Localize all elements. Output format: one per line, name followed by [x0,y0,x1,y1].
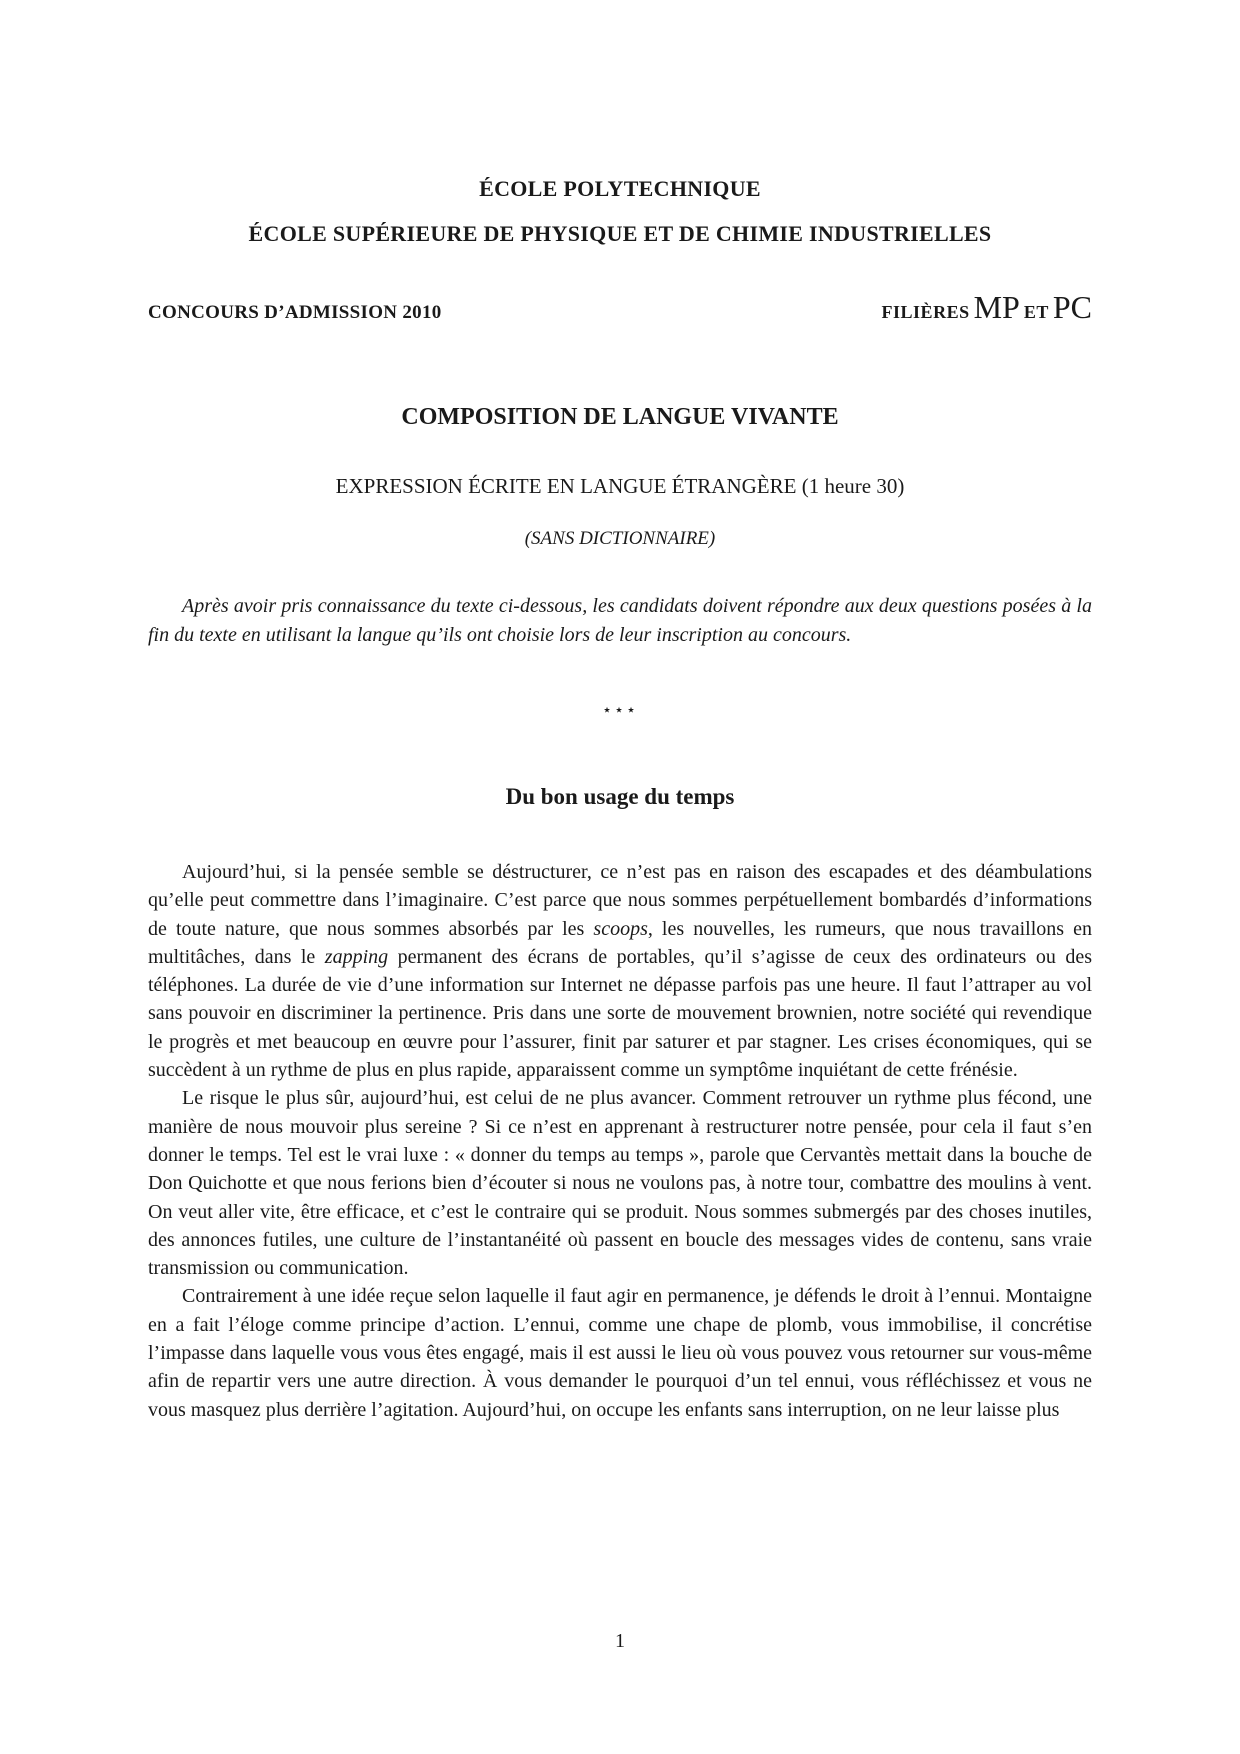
section-separator: ⋆⋆⋆ [601,702,639,719]
text-body [148,858,1092,1424]
filieres-word: FILIÈRES [881,302,970,322]
no-dictionary-note: (SANS DICTIONNAIRE) [524,528,716,549]
page-number: 1 [615,1630,625,1652]
paragraph-1 [148,858,1092,1084]
paragraph-1-part-b: , les nouvelles, les rumeurs, que nous travaillons en multitâches, dans le [148,917,1092,968]
paragraph-1-part-c: permanent des écrans de portables, qu’il s’agisse de ceux des ordinateurs ou des téléphones. La durée de vie d’une information sur Internet ne dépasse parfois pas une heure. Il faut l’attraper au vol sans pouvoir en discriminer la pertinence. Pris dans une sorte de mouvement brownien, notre société qui revendique le progrès et met beaucoup en œuvre pour l’assurer, finit par saturer et par stagner. Les crises économiques, qui se succèdent à un rythme de plus en plus rapide, apparaissent comme un symptôme inquiétant de cette frénésie. [148,945,1092,1082]
word-scoops: scoops [593,917,648,940]
filiere-pc: PC [1052,289,1092,325]
filieres-et: ET [1023,302,1049,322]
concours-label: CONCOURS D’ADMISSION 2010 [148,302,442,323]
paragraph-2: Le risque le plus sûr, aujourd’hui, est celui de ne plus avancer. Comment retrouver un rythme plus fécond, une manière de nous mouvoir plus sereine ? Si ce n’est en apprenant à restructurer notre pensée, pour cela il faut s’en donner le temps. Tel est le vrai luxe : « donner du temps au temps », parole que Cervantès mettait dans la bouche de Don Quichotte et que nous ferions bien d’écouter si nous ne voulons pas, à notre tour, combattre des moulins à vent. On veut aller vite, être efficace, et c’est le contraire qui se produit. Nous sommes submergés par des choses inutiles, des annonces futiles, une culture de l’instantanéité où passent en boucle des messages vides de contenu, sans vraie transmission ou communication. [148,1087,1092,1280]
paragraph-1-part-a: Aujourd’hui, si la pensée semble se déstructurer, ce n’est pas en raison des escapades et des déambulations qu’elle peut commettre dans l’imaginaire. C’est parce que nous sommes perpétuellement bombardés d’informations de toute nature, que nous sommes absorbés par les [148,861,1092,940]
exam-subtitle: EXPRESSION ÉCRITE EN LANGUE ÉTRANGÈRE (1 heure 30) [335,474,905,498]
school-name-espci: ÉCOLE SUPÉRIEURE DE PHYSIQUE ET DE CHIMIE INDUSTRIELLES [248,221,992,246]
text-title: Du bon usage du temps [505,784,735,809]
instructions-paragraph: Après avoir pris connaissance du texte ci-dessous, les candidats doivent répondre aux deux questions posées à la fin du texte en utilisant la langue qu’ils ont choisie lors de leur inscription au concours. [148,595,1092,646]
paragraph-3: Contrairement à une idée reçue selon laquelle il faut agir en permanence, je défends le droit à l’ennui. Montaigne en a fait l’éloge comme principe d’action. L’ennui, comme une chape de plomb, vous immobilise, il concrétise l’impasse dans laquelle vous vous êtes engagé, mais il est aussi le lieu où vous pouvez vous retourner sur vous-même afin de repartir vers une autre direction. À vous demander le pourquoi d’un tel ennui, vous réfléchissez et vous ne vous masquez plus derrière l’agitation. Aujourd’hui, on occupe les enfants sans interruption, on ne leur laisse plus [148,1285,1092,1421]
concours-row [148,290,1092,330]
filieres-label [882,289,1092,326]
word-zapping: zapping [324,945,389,968]
filiere-mp: MP [973,289,1020,325]
school-name-polytechnique: ÉCOLE POLYTECHNIQUE [479,176,761,201]
exam-title: COMPOSITION DE LANGUE VIVANTE [401,404,839,430]
